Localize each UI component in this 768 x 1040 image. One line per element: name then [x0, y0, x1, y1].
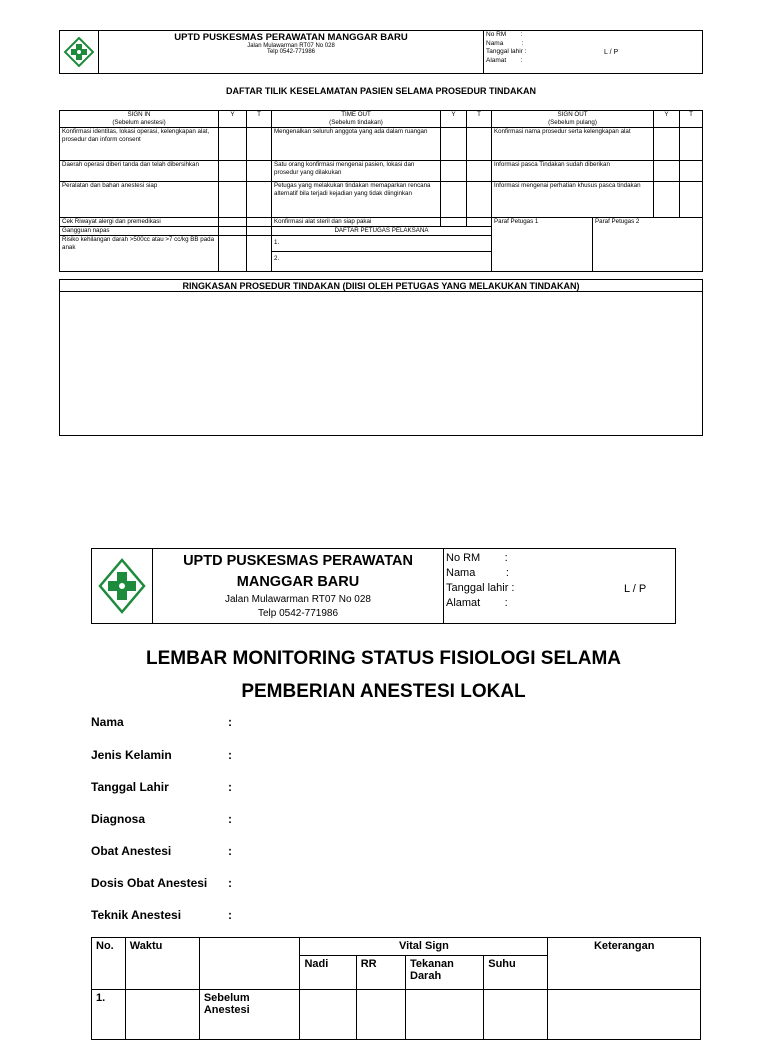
time-out-item: Petugas yang melakukan tindakan memaparkan rencana alternatif bila terjadi kejadian yang tidak diinginkan [272, 182, 441, 218]
puskesmas-logo-icon [62, 37, 96, 67]
checkbox-y[interactable] [654, 182, 680, 218]
time-out-item: Konfirmasi alat steril dan siap pakai [272, 218, 441, 227]
field-colon: : [228, 780, 232, 794]
gender-option: L / P [624, 583, 647, 595]
sign-in-label: SIGN IN [127, 111, 151, 118]
col-rr: RR [356, 956, 405, 990]
no-rm-field: No RM : [486, 31, 523, 38]
logo-cell [60, 31, 99, 74]
paraf-petugas-2[interactable]: Paraf Petugas 2 [593, 218, 703, 272]
suhu-input[interactable] [484, 990, 548, 1040]
no-rm-field: No RM : [446, 552, 508, 564]
gender-option: L / P [604, 49, 619, 56]
field-label-obat-anestesi: Obat Anestesi [91, 844, 172, 858]
checkbox-y[interactable] [441, 128, 467, 161]
sign-out-item: Informasi pasca Tindakan sudah diberikan [492, 161, 654, 182]
t-header: T [247, 111, 272, 128]
sign-in-item: Daerah operasi diberi tanda dan telah dibersihkan [60, 161, 219, 182]
checkbox-y[interactable] [441, 218, 467, 227]
field-label-nama: Nama [91, 715, 124, 729]
clinic-info-cell [99, 31, 484, 74]
time-out-item: Mengenalkan seluruh anggota yang ada dalam ruangan [272, 128, 441, 161]
row-no: 1. [92, 990, 126, 1040]
nama-field: Nama : [446, 567, 509, 579]
col-vital-sign: Vital Sign [300, 938, 548, 956]
checklist-title: DAFTAR TILIK KESELAMATAN PASIEN SELAMA PROSEDUR TINDAKAN [226, 86, 536, 96]
clinic-phone: Telp 0542-771986 [257, 608, 339, 619]
checkbox-t[interactable] [467, 161, 492, 182]
checkbox-t[interactable] [247, 236, 272, 272]
nadi-input[interactable] [300, 990, 356, 1040]
sign-in-item: Risiko kehilangan darah >500cc atau >7 cc/kg BB pada anak [60, 236, 219, 272]
col-suhu: Suhu [484, 956, 548, 990]
y-header: Y [441, 111, 467, 128]
t-header: T [467, 111, 492, 128]
field-colon: : [228, 844, 232, 858]
checkbox-y[interactable] [441, 161, 467, 182]
procedure-summary-box [59, 279, 703, 436]
checkbox-y[interactable] [219, 236, 247, 272]
sign-in-sub: (Sebelum anestesi) [112, 119, 166, 126]
petugas-2[interactable]: 2. [272, 252, 492, 272]
checkbox-t[interactable] [247, 182, 272, 218]
col-nadi: Nadi [300, 956, 356, 990]
monitoring-title-line1: LEMBAR MONITORING STATUS FISIOLOGI SELAMA [146, 648, 621, 669]
sign-in-item: Gangguan napas [60, 227, 219, 236]
field-label-tanggal-lahir: Tanggal Lahir [91, 780, 169, 794]
clinic-info-cell [153, 549, 444, 624]
checkbox-t[interactable] [680, 182, 703, 218]
field-label-jenis-kelamin: Jenis Kelamin [91, 748, 172, 762]
field-label-dosis-obat: Dosis Obat Anestesi [91, 876, 208, 890]
clinic-name-line1: UPTD PUSKESMAS PERAWATAN [183, 553, 413, 569]
sign-in-item: Konfirmasi identitas, lokasi operasi, kelengkapan alat, prosedur dan inform consent [60, 128, 219, 161]
clinic-name: UPTD PUSKESMAS PERAWATAN MANGGAR BARU [174, 32, 408, 43]
col-phase [199, 938, 300, 990]
tekanan-darah-input[interactable] [406, 990, 484, 1040]
sign-out-label: SIGN OUT [557, 111, 588, 118]
clinic-name-line2: MANGGAR BARU [236, 574, 360, 590]
alamat-field: Alamat : [486, 56, 523, 64]
checkbox-y[interactable] [219, 182, 247, 218]
checkbox-t[interactable] [467, 218, 492, 227]
page2-header [91, 548, 676, 624]
field-colon: : [228, 812, 232, 826]
field-label-diagnosa: Diagnosa [91, 812, 146, 826]
col-tekanan-darah: Tekanan Darah [406, 956, 484, 990]
y-header: Y [654, 111, 680, 128]
vital-sign-table [91, 937, 701, 1040]
checkbox-y[interactable] [219, 227, 247, 236]
sign-out-sub: (Sebelum pulang) [548, 119, 597, 126]
sign-out-header [492, 111, 654, 128]
checkbox-t[interactable] [467, 128, 492, 161]
col-no: No. [92, 938, 126, 990]
checkbox-t[interactable] [467, 182, 492, 218]
keterangan-input[interactable] [548, 990, 701, 1040]
checkbox-t[interactable] [247, 218, 272, 227]
time-out-label: TIME OUT [341, 111, 371, 118]
petugas-1[interactable]: 1. [272, 236, 492, 252]
checkbox-y[interactable] [654, 161, 680, 182]
summary-text-area[interactable] [60, 292, 703, 436]
checkbox-y[interactable] [654, 128, 680, 161]
alamat-field: Alamat : [446, 597, 508, 609]
petugas-header: DAFTAR PETUGAS PELAKSANA [272, 227, 492, 236]
col-keterangan: Keterangan [548, 938, 701, 990]
checkbox-y[interactable] [219, 218, 247, 227]
logo-cell [92, 549, 153, 624]
row-waktu-input[interactable] [125, 990, 199, 1040]
sign-in-item: Cek Riwayat alergi dan premedikasi [60, 218, 219, 227]
paraf-petugas-1[interactable]: Paraf Petugas 1 [492, 218, 593, 272]
field-label-teknik-anestesi: Teknik Anestesi [91, 908, 182, 922]
checkbox-t[interactable] [680, 161, 703, 182]
row-phase: Sebelum Anestesi [199, 990, 300, 1040]
clinic-address: Jalan Mulawarman RT07 No 028 [224, 594, 371, 605]
time-out-item: Satu orang konfirmasi mengenai pasien, lokasi dan prosedur yang dilakukan [272, 161, 441, 182]
checkbox-y[interactable] [219, 161, 247, 182]
clinic-phone: Telp 0542-771986 [266, 49, 316, 55]
checkbox-t[interactable] [247, 227, 272, 236]
time-out-header [272, 111, 441, 128]
field-colon: : [228, 748, 232, 762]
clinic-address: Jalan Mulawarman RT07 No 028 [247, 43, 335, 49]
field-colon: : [228, 715, 232, 729]
tanggal-lahir-field: Tanggal lahir : [486, 48, 527, 55]
checkbox-y[interactable] [219, 128, 247, 161]
checkbox-y[interactable] [441, 182, 467, 218]
time-out-sub: (Sebelum tindakan) [329, 119, 383, 126]
sign-in-header [60, 111, 219, 128]
patient-info-cell [444, 549, 676, 624]
col-waktu: Waktu [125, 938, 199, 990]
puskesmas-logo-icon [94, 558, 150, 614]
y-header: Y [219, 111, 247, 128]
field-colon: : [228, 876, 232, 890]
checkbox-t[interactable] [680, 128, 703, 161]
summary-title: RINGKASAN PROSEDUR TINDAKAN (DIISI OLEH PETUGAS YANG MELAKUKAN TINDAKAN) [60, 280, 703, 292]
monitoring-title-line2: PEMBERIAN ANESTESI LOKAL [241, 681, 526, 702]
checkbox-t[interactable] [247, 128, 272, 161]
checkbox-t[interactable] [247, 161, 272, 182]
field-colon: : [228, 908, 232, 922]
page1-header [59, 30, 703, 74]
tanggal-lahir-field: Tanggal lahir : [446, 582, 515, 594]
safety-checklist-table [59, 110, 703, 272]
nama-field: Nama : [486, 39, 524, 47]
sign-out-item: Informasi mengenai perhatian khusus pasca tindakan [492, 182, 654, 218]
rr-input[interactable] [356, 990, 405, 1040]
monitoring-title [91, 642, 676, 708]
sign-out-item: Konfirmasi nama prosedur serta kelengkapan alat [492, 128, 654, 161]
t-header: T [680, 111, 703, 128]
sign-in-item: Peralatan dan bahan anestesi siap [60, 182, 219, 218]
patient-info-cell [484, 31, 703, 74]
